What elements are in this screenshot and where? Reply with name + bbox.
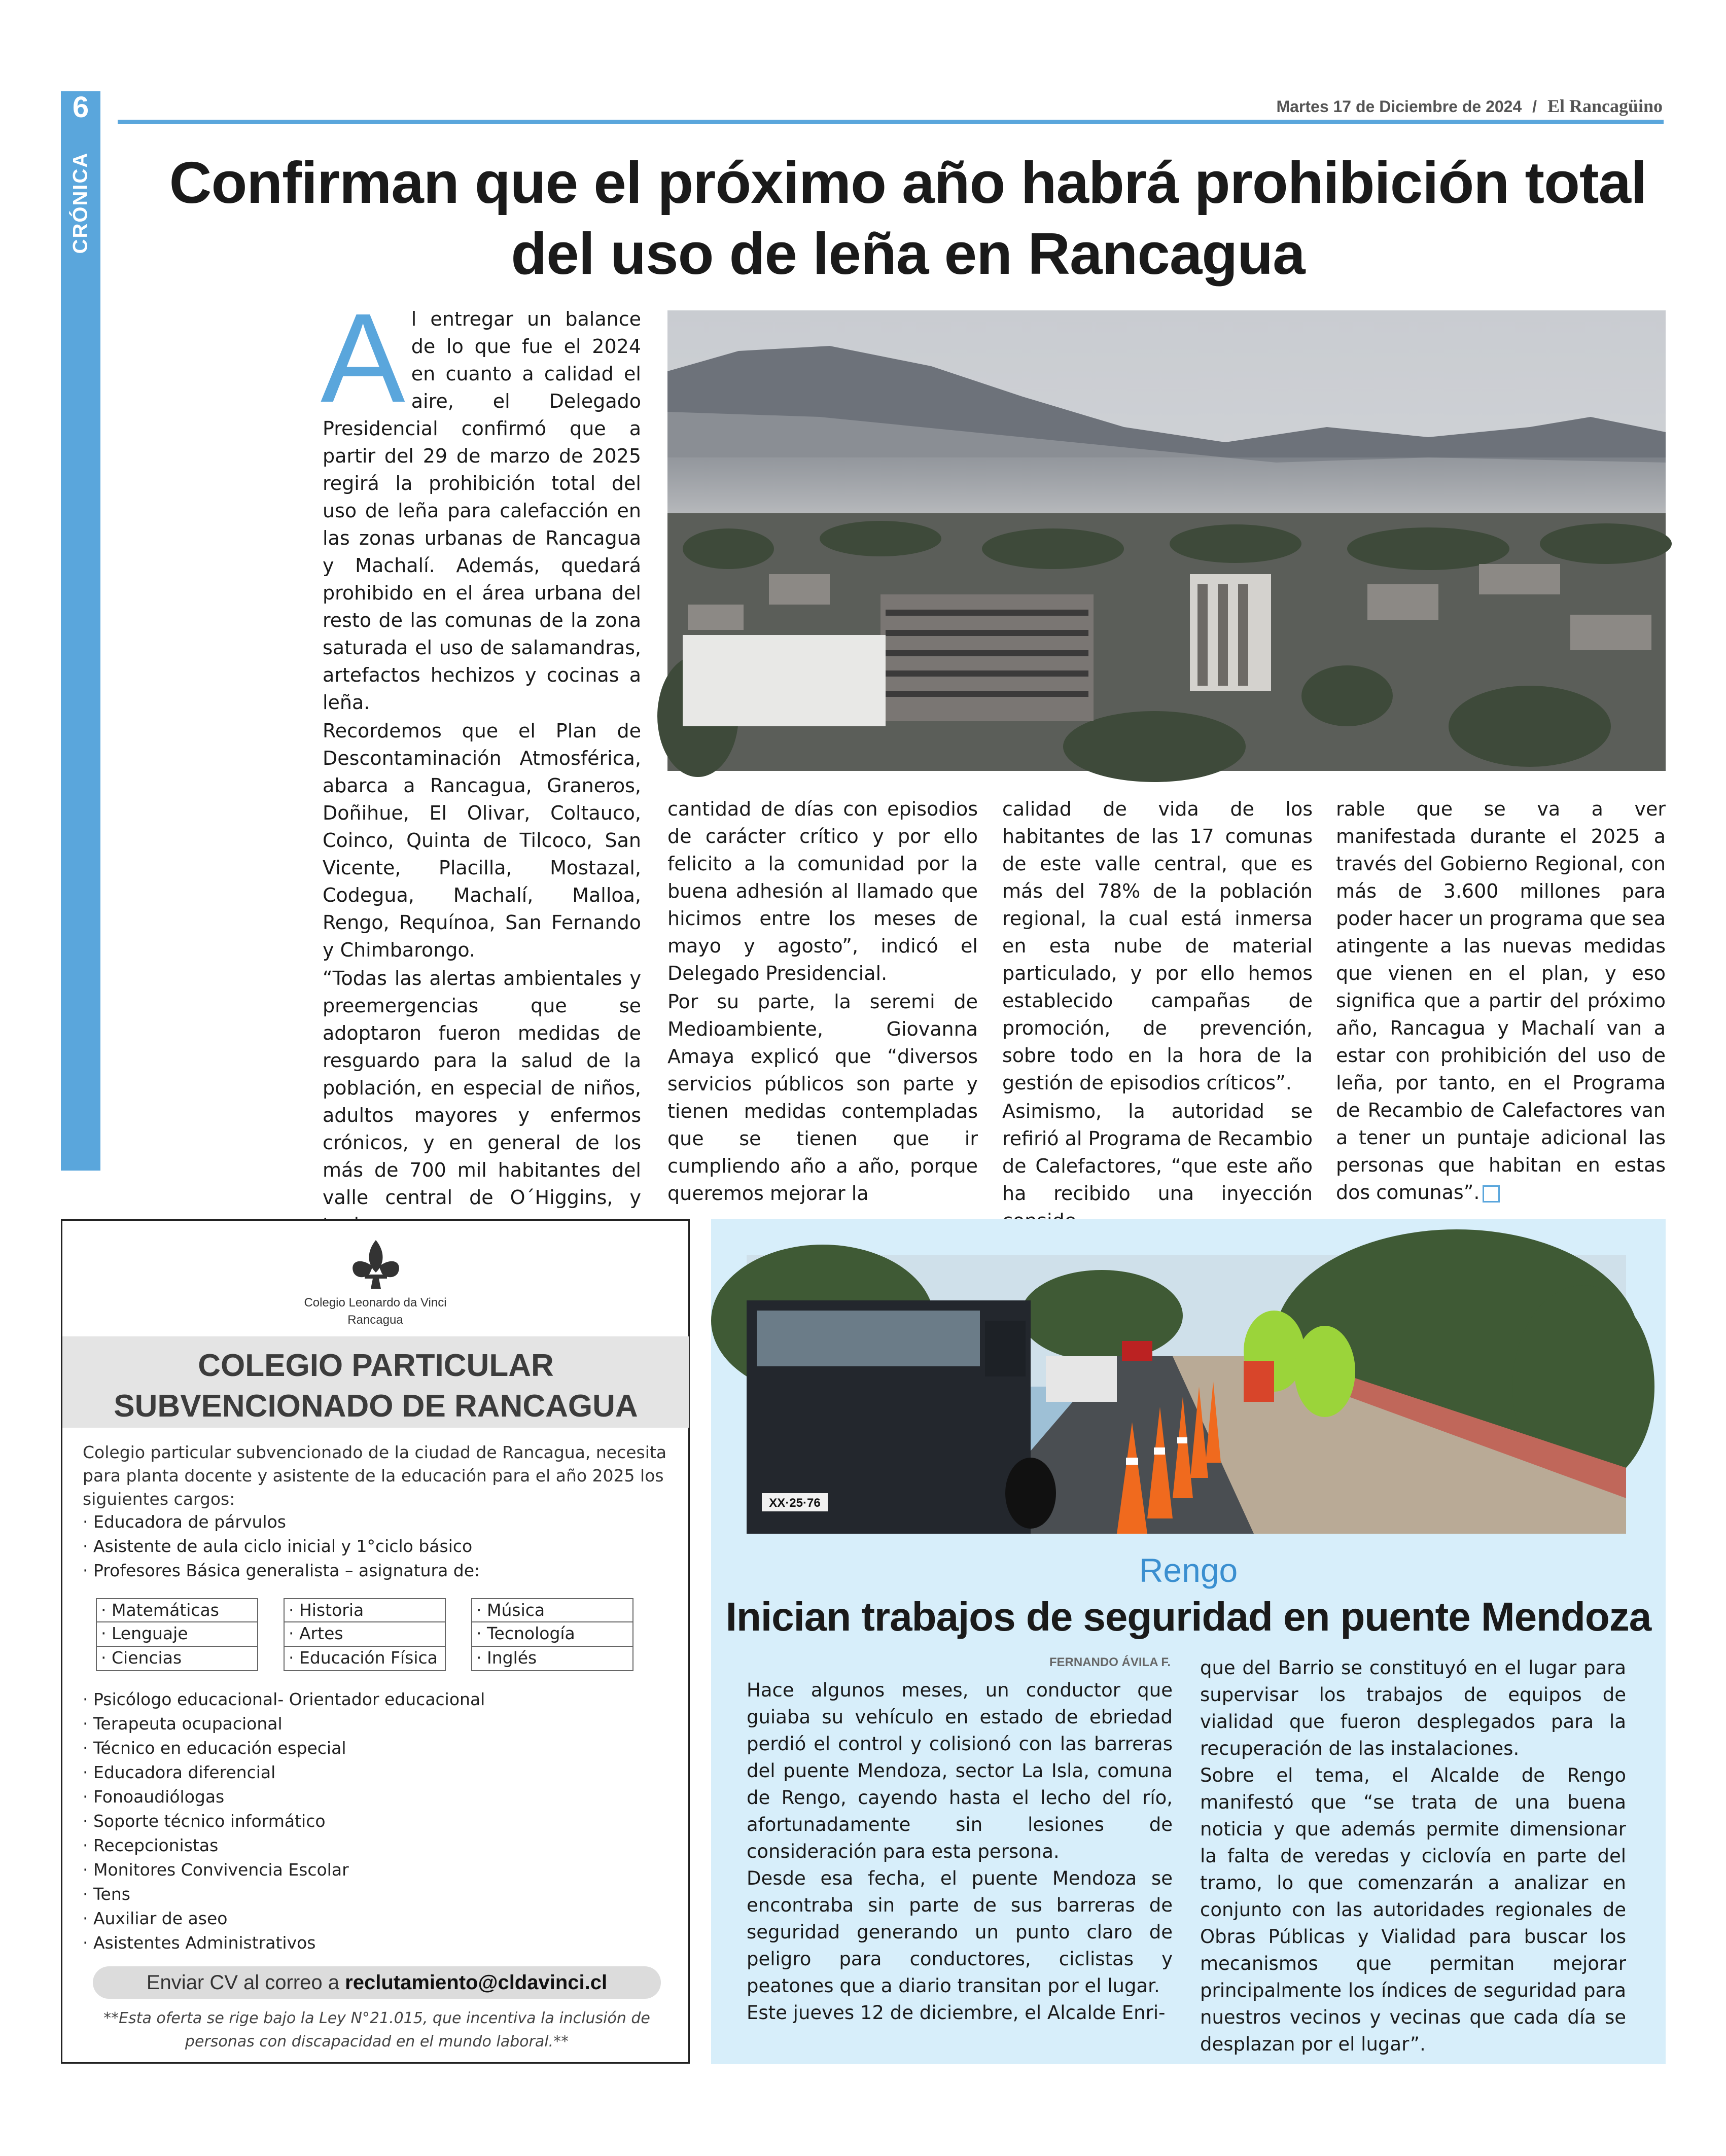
list-item: · Educadora diferencial (83, 1760, 671, 1785)
cta-text: Enviar CV al correo a (146, 1971, 340, 1994)
subjects-column (96, 1598, 258, 1671)
paragraph: Sobre el tema, el Alcalde de Rengo manifestó que “se trata de una buena noticia y que además permite dimensionar la falta de veredas y ciclovía en parte del tramo, lo que comenzarán a analizar en conjunto con las autoridades regionales de Obras Públicas y Vialidad para buscar los mecanismos que permitan mejorar principalmente los índices de seguridad para nuestros vecinos y vecinas que cada día se desplazan por el lugar”. (1200, 1764, 1626, 2055)
list-item: · Recepcionistas (83, 1833, 671, 1858)
subjects-column (471, 1598, 633, 1671)
paragraph (1336, 795, 1666, 1206)
subject-cell: · Lenguaje (97, 1622, 257, 1647)
list-item: · Técnico en educación especial (83, 1736, 671, 1760)
subject-cell: · Educación Física (285, 1647, 445, 1671)
subject-cell: · Música (472, 1598, 632, 1622)
paragraph: Recordemos que el Plan de Descontaminación Atmosférica, abarca a Rancagua, Graneros, Doñihue, El Olivar, Coltauco, Coinco, Quinta de Tilcoco, San Vicente, Placilla, Mostazal, Codegua, Machalí, Malloa, Rengo, Requínoa, San Fernando y Chimbarongo. (323, 720, 641, 961)
header-dateline (1276, 95, 1663, 117)
ad-intro-text: Colegio particular subvencionado de la ciudad de Rancagua, necesita para planta docente y asistente de la educación para el año 2025 los siguientes cargos: (83, 1442, 667, 1509)
ad-title-line-1: COLEGIO PARTICULAR (198, 1348, 554, 1383)
drop-cap: A (321, 287, 405, 429)
article-column-3 (1002, 795, 1313, 1205)
newspaper-name: El Rancagüino (1547, 96, 1663, 116)
recruitment-email-link[interactable]: reclutamiento@cldavinci.cl (345, 1971, 608, 1994)
city-smog-illustration (667, 310, 1666, 771)
article-column-2 (667, 795, 978, 1205)
paragraph: calidad de vida de los habitantes de las 17 comunas de este valle central, que es más del 78% de la población regional, la cual está inmersa en esta nube de material particulado, y por ello hemos establecido campañas de promoción, de prevención, sobre todo en la hora de la gestión de episodios críticos”. (1002, 798, 1313, 1094)
send-cv-banner (93, 1966, 661, 1999)
ad-title-banner (62, 1336, 689, 1428)
paragraph: “Todas las alertas ambientales y preemergencias que se adoptaron fueron medidas de resguardo para la salud de la población, en especial de niños, adultos mayores y enfermos crónicos, y en general de los más de 700 mil habitantes del valle central de O´Higgins, y (323, 967, 641, 1209)
page-number: 6 (72, 91, 89, 124)
mendoza-bridge-photo (747, 1255, 1626, 1534)
paragraph: Este jueves 12 de diciembre, el Alcalde Enri- (747, 2002, 1166, 2024)
list-item: · Terapeuta ocupacional (83, 1712, 671, 1736)
subject-cell: · Matemáticas (97, 1598, 257, 1622)
list-item: · Monitores Convivencia Escolar (83, 1858, 671, 1882)
license-plate: XX·25·76 (769, 1496, 821, 1510)
paragraph: l entregar un balance de lo que fue el 2024 en cuanto a calidad el aire, el Delegado Presidencial confirmó que a partir del 29 de marzo de 2025 regirá la prohibición total del uso de leña para calefacción en las zonas urbanas de Rancagua y Machalí. Además, quedará prohibido en el área urbana del resto de las comunas de la zona saturada el uso de salamandras, artefactos hechizos y cocinas a leña. (323, 308, 641, 714)
subject-cell: · Inglés (472, 1647, 632, 1671)
job-advertisement (61, 1219, 690, 2064)
end-of-article-icon (1483, 1185, 1500, 1203)
list-item: · Educadora de párvulos (83, 1510, 671, 1534)
list-item: · Tens (83, 1882, 671, 1906)
article-column-4 (1336, 795, 1666, 1204)
subject-cell: · Historia (285, 1598, 445, 1622)
paragraph: Por su parte, la seremi de Medioambiente, Giovanna Amaya explicó que “diversos servicios públicos son parte y tienen medidas contempladas que se tienen que ir cumpliendo año a año, porque queremos mejorar la (667, 991, 978, 1205)
subject-cell: · Artes (285, 1622, 445, 1647)
school-name (62, 1294, 688, 1329)
byline: FERNANDO ÁVILA F. (1049, 1655, 1171, 1669)
school-logo (62, 1236, 688, 1292)
rengo-headline: Inician trabajos de seguridad en puente Mendoza (725, 1594, 1651, 1639)
article-column-1 (321, 287, 641, 1209)
paragraph: que del Barrio se constituyó en el lugar para supervisar los trabajos de equipos de vialidad que fueron desplegados para la recuperación de las instalaciones. (1200, 1657, 1626, 1759)
list-item: · Asistente de aula ciclo inicial y 1°ciclo básico (83, 1534, 671, 1559)
story-kicker: Rengo (1139, 1551, 1238, 1589)
ad-footnote: **Esta oferta se rige bajo la Ley N°21.015, que incentiva la inclusión de personas con discapacidad en el mundo laboral.** (103, 2009, 650, 2051)
list-item: · Psicólogo educacional- Orientador educacional (83, 1687, 671, 1712)
rengo-column-2 (1200, 1654, 1626, 2055)
list-item: · Soporte técnico informático (83, 1809, 671, 1833)
header-rule (118, 120, 1664, 124)
paragraph-text: rable que se va a ver manifestada durante el 2025 a través del Gobierno Regional, con más de 3.600 millones para poder hacer un programa que sea atingente a las nuevas medidas que vienen en el plan, y eso significa que a partir del próximo año, Rancagua y Machalí van a estar con prohibición del uso de leña, por tanto, en el Programa de Recambio de Calefactores van a tener un puntaje adicional las personas que habitan en estas dos comunas”. (1336, 798, 1666, 1204)
rancagua-city-photo (667, 310, 1666, 771)
issue-date: Martes 17 de Diciembre de 2024 (1276, 97, 1522, 116)
rengo-column-1 (747, 1677, 1173, 2052)
list-item: · Fonoaudiólogas (83, 1785, 671, 1809)
list-item: · Profesores Básica generalista – asignatura de: (83, 1559, 671, 1583)
paragraph: Desde esa fecha, el puente Mendoza se encontraba sin parte de sus barreras de seguridad generando un punto claro de peligro para conductores, ciclistas y peatones que a diario transitan por el lugar. (747, 1867, 1173, 1997)
paragraph: cantidad de días con episodios de carácter crítico y por ello felicito a la comunidad por la buena adhesión al llamado que hicimos entre los meses de mayo y agosto”, indicó el Delegado Presidencial. (667, 798, 978, 984)
ad-title-line-2: SUBVENCIONADO DE RANCAGUA (114, 1389, 638, 1424)
section-label-text: CRÓNICA (69, 152, 92, 254)
bridge-works-illustration (747, 1255, 1626, 1534)
main-headline: Confirman que el próximo año habrá prohibición total del uso de leña en Rancagua (169, 150, 1647, 287)
subject-cell: · Tecnología (472, 1622, 632, 1647)
subjects-table (96, 1598, 694, 1674)
list-item: · Asistentes Administrativos (83, 1931, 671, 1955)
positions-list (83, 1510, 671, 1583)
paragraph: Hace algunos meses, un conductor que guiaba su vehículo en estado de ebriedad perdió el control y colisionó con las barreras del puente Mendoza, sector La Isla, comuna de Rengo, cayendo hasta el lecho del río, afortunadamente sin lesiones de consideración para esta persona. (747, 1679, 1173, 1862)
list-item: · Auxiliar de aseo (83, 1906, 671, 1931)
fleur-de-lis-icon (62, 1236, 689, 1292)
school-name-line: Colegio Leonardo da Vinci (304, 1296, 447, 1310)
subjects-column (284, 1598, 446, 1671)
section-label (69, 152, 92, 254)
school-city-line: Rancagua (347, 1313, 403, 1327)
positions-list-continued (83, 1687, 671, 1955)
header-separator: / (1532, 97, 1537, 116)
paragraph: Asimismo, la autoridad se refirió al Programa de Recambio de Calefactores, “que este año ha recibido una inyección (1002, 1100, 1313, 1205)
subject-cell: · Ciencias (97, 1647, 257, 1671)
